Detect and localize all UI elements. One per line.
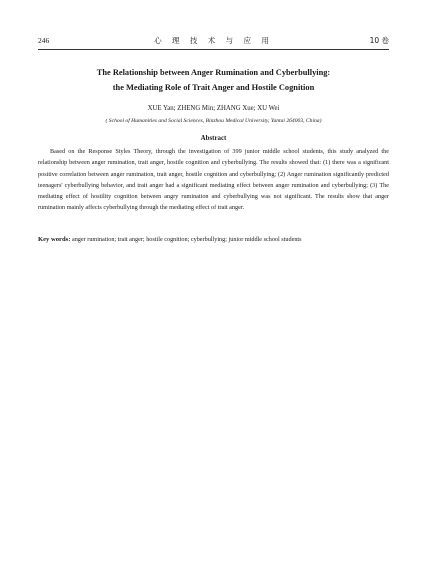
abstract-heading: Abstract	[200, 135, 227, 142]
header-rule	[38, 49, 389, 50]
abstract-text: Based on the Response Styles Theory, through the investigation of 399 junior middle school students, this study analyzed the relationship between anger rumination, trait anger, hostile cognition and cyberbullying. The results showed that: (1) there was a significant positive correlation between anger rumination, trait anger, hostile cognition and cyberbullying; (2) Anger rumination significantly predicted teenagers' cyberbullying behavior, and trait anger had a significant mediating effect between anger rumination and cyberbullying; (3) The mediating effect of hostility cognition between angry rumination and cyberbullying was not significant. The results show that anger rumination mainly affects cyberbullying through the mediating effect of trait anger.	[38, 148, 389, 212]
page-number: 246	[38, 36, 50, 45]
keywords-text: anger rumination; trait anger; hostile cognition; cyberbullying; junior middle school students	[71, 236, 302, 243]
title-line-2: the Mediating Role of Trait Anger and Hostile Cognition	[112, 82, 315, 92]
author-affiliation: ( School of Humanities and Social Sciences, Binzhou Medical University, Yantai 264003, China)	[105, 118, 322, 124]
keywords	[38, 235, 389, 245]
volume-label: 10 卷	[369, 36, 389, 45]
keywords-label: Key words:	[38, 236, 71, 243]
running-header	[38, 34, 389, 48]
author-list: XUE Yan; ZHENG Min; ZHANG Xue; XU Wei	[147, 105, 280, 112]
journal-name: 心 理 技 术 与 应 用	[154, 36, 273, 45]
article-title	[38, 66, 389, 95]
title-line-1: The Relationship between Anger Rumination and Cyberbullying:	[96, 68, 331, 77]
